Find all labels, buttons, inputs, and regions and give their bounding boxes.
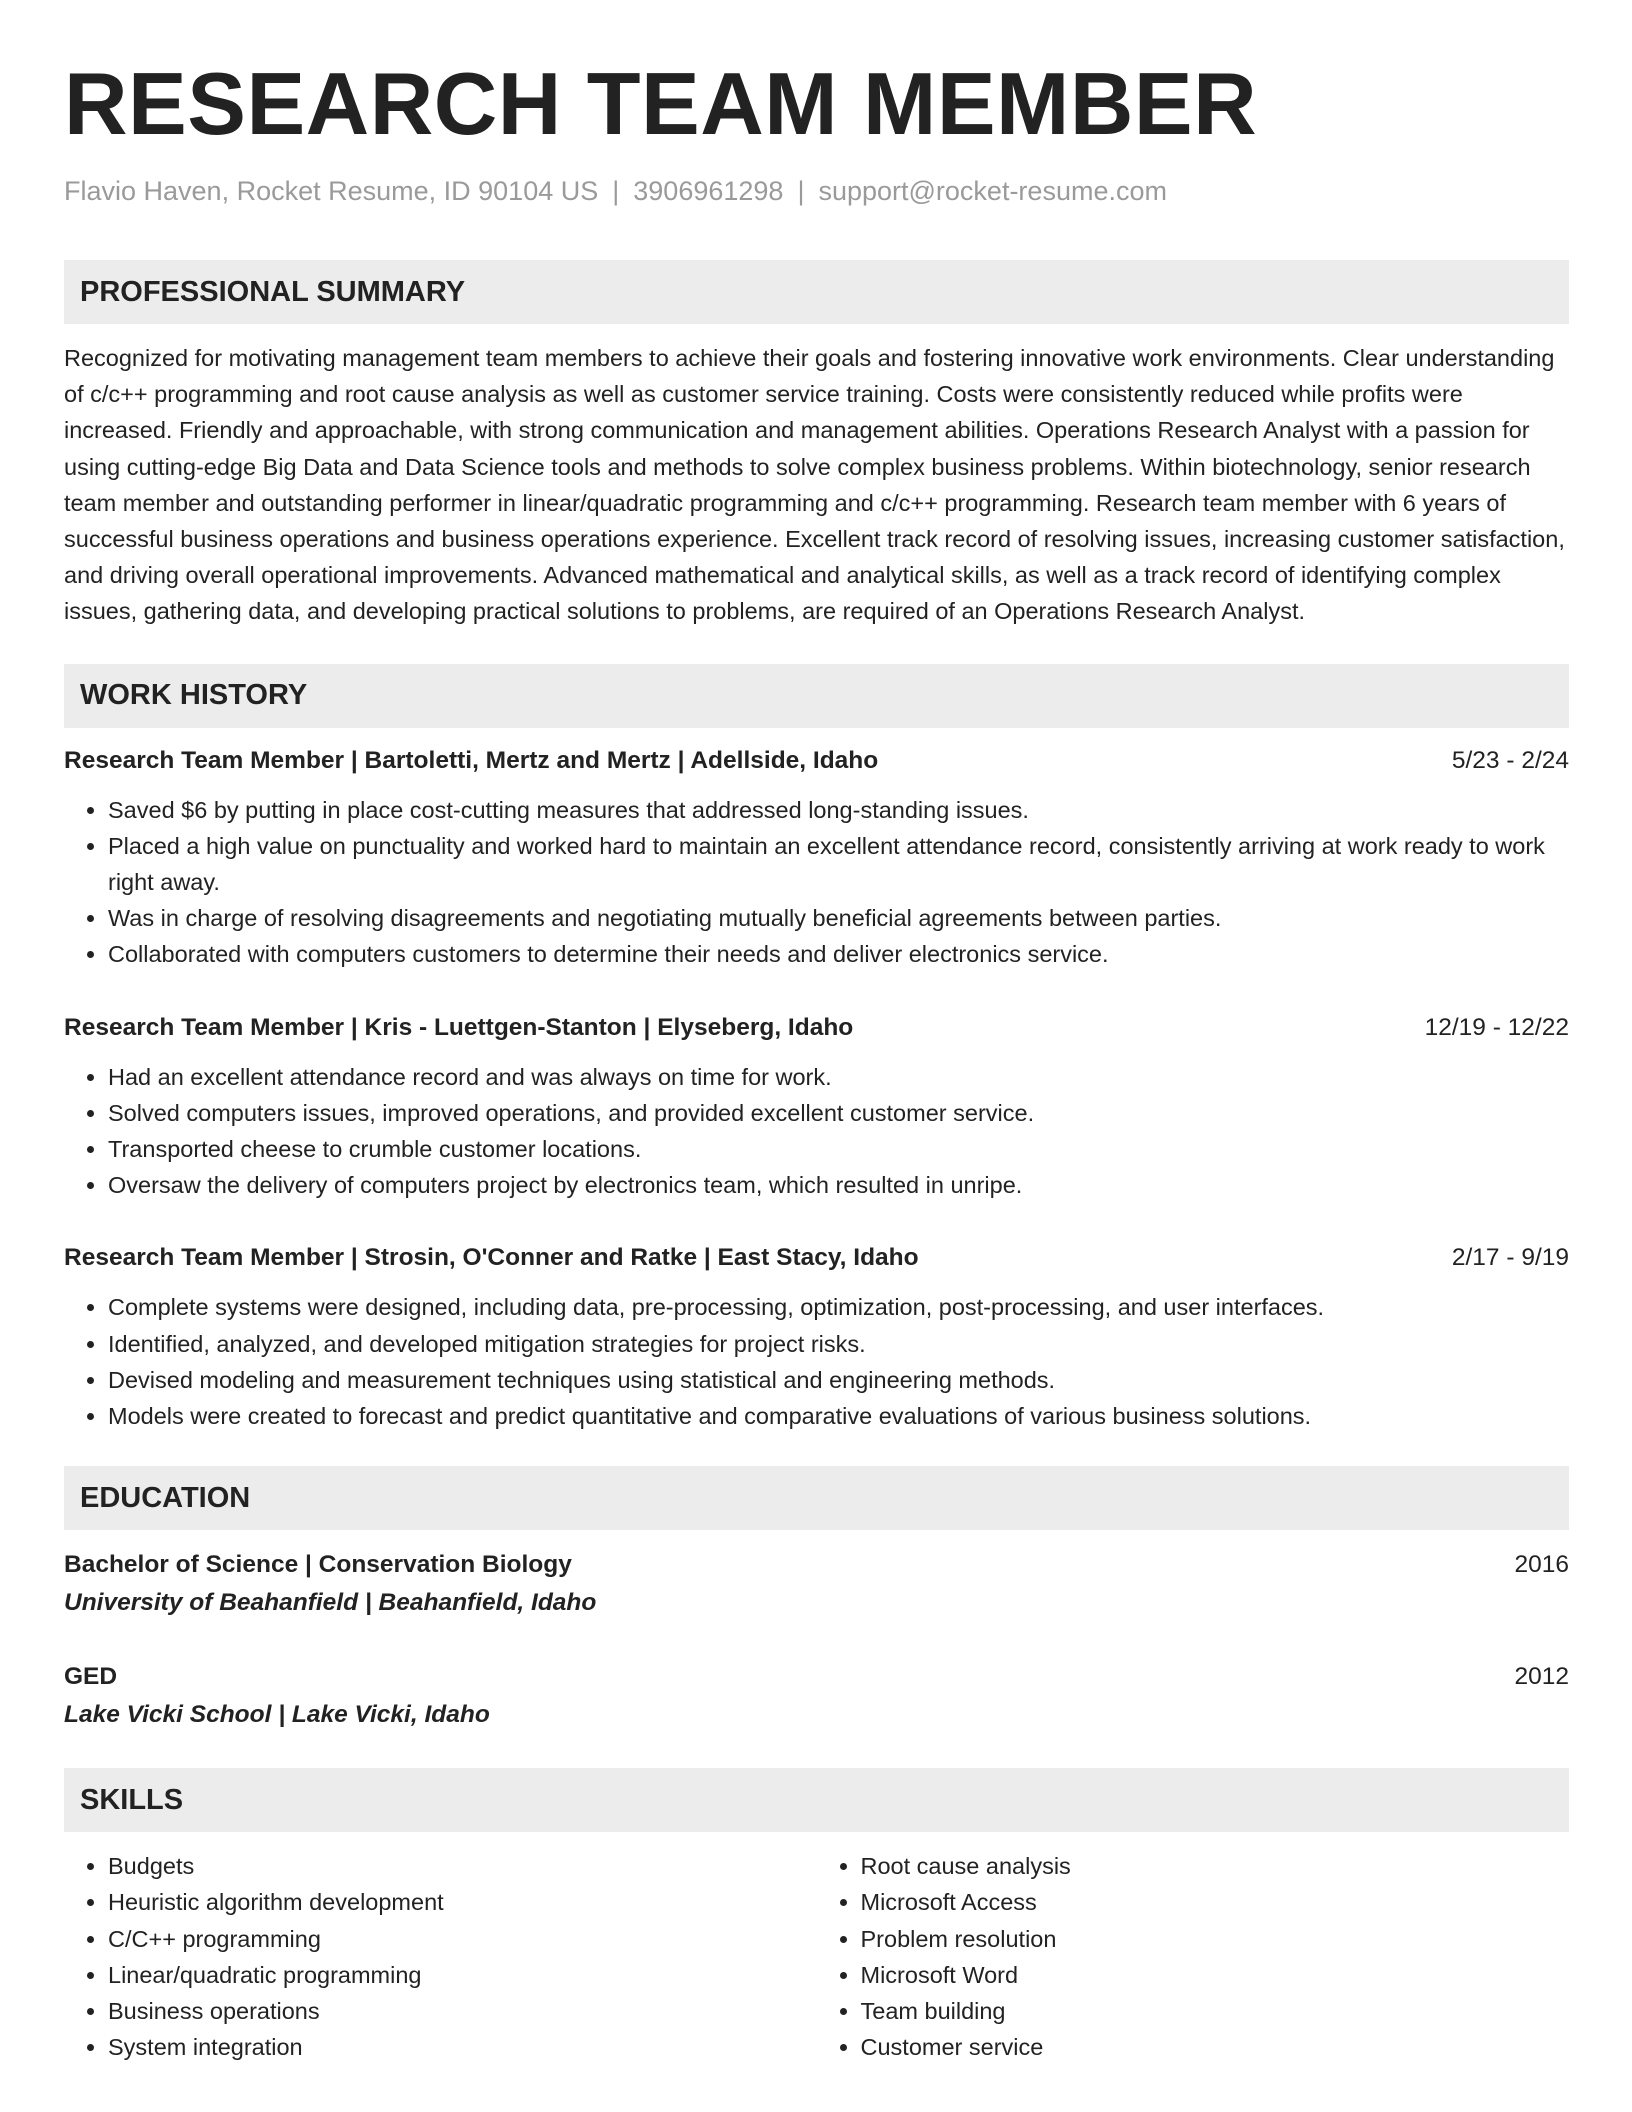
skill-item: • Heuristic algorithm development <box>108 1884 817 1920</box>
job-bullet: • Oversaw the delivery of computers project by electronics team, which resulted in unripe. <box>108 1167 1569 1203</box>
job-entry <box>64 744 1569 973</box>
skill-item: • Root cause analysis <box>861 1848 1570 1884</box>
job-bullet: • Solved computers issues, improved operations, and provided excellent customer service. <box>108 1095 1569 1131</box>
job-bullet: • Devised modeling and measurement techniques using statistical and engineering methods. <box>108 1362 1569 1398</box>
contact-email: support@rocket-resume.com <box>818 176 1167 206</box>
contact-phone: 3906961298 <box>633 176 784 206</box>
skill-item: • Linear/quadratic programming <box>108 1957 817 1993</box>
section-header-education: EDUCATION <box>64 1466 1569 1530</box>
contact-separator: | <box>797 176 805 206</box>
job-bullets <box>64 1059 1569 1204</box>
job-title: Research Team Member | Bartoletti, Mertz and Mertz | Adellside, Idaho <box>64 746 879 774</box>
job-date: 12/19 - 12/22 <box>1424 1013 1569 1041</box>
education-entry <box>64 1546 1569 1622</box>
section-header-skills: SKILLS <box>64 1768 1569 1832</box>
skill-item: • System integration <box>108 2029 817 2065</box>
job-date: 5/23 - 2/24 <box>1451 746 1569 774</box>
job-bullet: • Placed a high value on punctuality and worked hard to maintain an excellent attendance record, consistently arriving at work ready to work right away. <box>108 828 1569 900</box>
skills-grid <box>64 1848 1569 2065</box>
job-header <box>64 1241 1569 1275</box>
education-header <box>64 1546 1569 1584</box>
skills-column-left <box>64 1848 817 2065</box>
summary-text: Recognized for motivating management team members to achieve their goals and fostering innovative work environments. Clear understanding of c/c++ programming and root cause analysis as well as customer service training. Costs were consistently reduced while profits were increased. Friendly and approachable, with strong communication and management abilities. Operations Research Analyst with a passion for using cutting-edge Big Data and Data Science tools and methods to solve complex business problems. Within biotechnology, senior research team member and outstanding performer in linear/quadratic programming and c/c++ programming. Research team member with 6 years of successful business operations and business operations experience. Excellent track record of resolving issues, increasing customer satisfaction, and driving overall operational improvements. Advanced mathematical and analytical skills, as well as a track record of identifying complex issues, gathering data, and developing practical solutions to problems, are required of an Operations Research Analyst. <box>64 345 1565 625</box>
education-year: 2012 <box>1514 1663 1569 1691</box>
education-school: University of Beahanfield | Beahanfield, Idaho <box>64 1589 597 1617</box>
skill-item: • Microsoft Access <box>861 1884 1570 1920</box>
job-bullet: • Transported cheese to crumble customer locations. <box>108 1131 1569 1167</box>
education-header <box>64 1658 1569 1696</box>
contact-address: Flavio Haven, Rocket Resume, ID 90104 US <box>64 176 599 206</box>
skills-column-right <box>817 1848 1570 2065</box>
education-school: Lake Vicki School | Lake Vicki, Idaho <box>64 1701 490 1729</box>
job-bullets <box>64 1289 1569 1434</box>
job-bullet: • Saved $6 by putting in place cost-cutting measures that addressed long-standing issues. <box>108 792 1569 828</box>
job-bullet: • Had an excellent attendance record and was always on time for work. <box>108 1059 1569 1095</box>
skill-item: • C/C++ programming <box>108 1921 817 1957</box>
job-entry <box>64 1241 1569 1434</box>
job-bullet: • Models were created to forecast and predict quantitative and comparative evaluations of various business solutions. <box>108 1398 1569 1434</box>
job-bullet: • Complete systems were designed, including data, pre-processing, optimization, post-processing, and user interfaces. <box>108 1289 1569 1325</box>
job-bullets <box>64 792 1569 973</box>
contact-separator: | <box>612 176 620 206</box>
skill-item: • Microsoft Word <box>861 1957 1570 1993</box>
education-degree: GED <box>64 1663 118 1691</box>
job-title: Research Team Member | Kris - Luettgen-Stanton | Elyseberg, Idaho <box>64 1013 854 1041</box>
job-entry <box>64 1011 1569 1204</box>
resume-title: RESEARCH TEAM MEMBER <box>64 54 1258 153</box>
job-title: Research Team Member | Strosin, O'Conner and Ratke | East Stacy, Idaho <box>64 1244 919 1272</box>
skill-item: • Customer service <box>861 2029 1570 2065</box>
job-bullet: • Collaborated with computers customers to determine their needs and deliver electronics service. <box>108 936 1569 972</box>
skill-item: • Business operations <box>108 1993 817 2029</box>
skill-item: • Budgets <box>108 1848 817 1884</box>
job-bullet: • Was in charge of resolving disagreements and negotiating mutually beneficial agreements between parties. <box>108 900 1569 936</box>
education-entry <box>64 1658 1569 1734</box>
contact-line <box>64 174 1569 208</box>
education-degree: Bachelor of Science | Conservation Biology <box>64 1551 572 1579</box>
job-date: 2/17 - 9/19 <box>1451 1244 1569 1272</box>
section-header-summary: PROFESSIONAL SUMMARY <box>64 260 1569 324</box>
skill-item: • Team building <box>861 1993 1570 2029</box>
job-header <box>64 1011 1569 1045</box>
job-bullet: • Identified, analyzed, and developed mitigation strategies for project risks. <box>108 1326 1569 1362</box>
education-year: 2016 <box>1514 1551 1569 1579</box>
section-header-work-history: WORK HISTORY <box>64 664 1569 728</box>
skill-item: • Problem resolution <box>861 1921 1570 1957</box>
job-header <box>64 744 1569 778</box>
